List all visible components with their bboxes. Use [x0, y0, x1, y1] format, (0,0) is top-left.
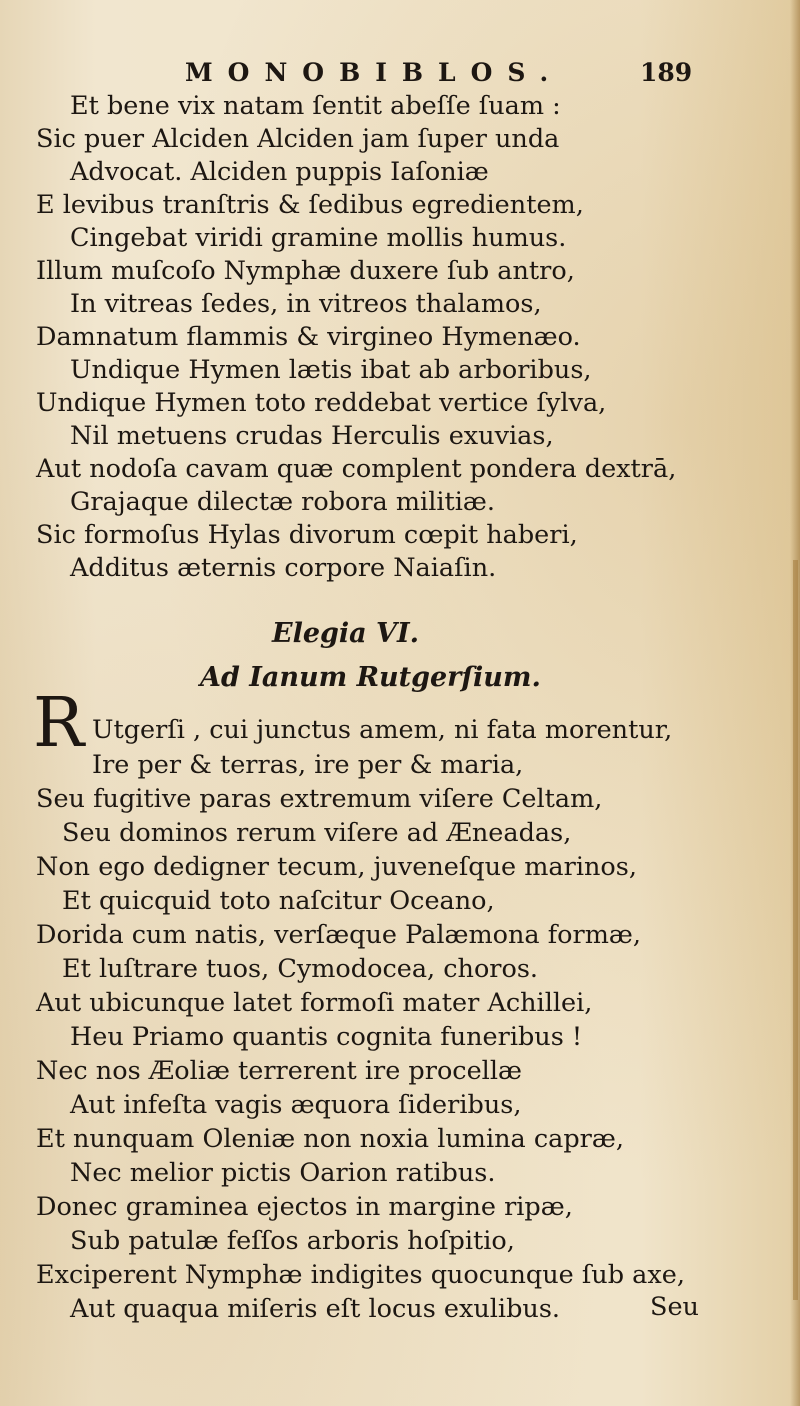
verse-line: Et quicquid toto naſcitur Oceano, — [62, 886, 495, 916]
verse-line: Undique Hymen lætis ibat ab arboribus, — [70, 355, 592, 385]
page-edge-stain — [793, 560, 798, 1300]
elegy-subtitle: Ad Ianum Rutgerſium. — [200, 662, 541, 693]
verse-line: Seu dominos rerum viſere ad Æneadas, — [62, 818, 572, 848]
verse-line: Nec nos Æoliæ terrerent ire procellæ — [36, 1056, 522, 1086]
verse-line: Aut infeſta vagis æquora ſideribus, — [70, 1090, 522, 1120]
drop-cap: R — [33, 684, 85, 763]
verse-line: Heu Priamo quantis cognita funeribus ! — [70, 1022, 583, 1052]
verse-line: E levibus tranſtris & ſedibus egredientem, — [36, 190, 584, 220]
verse-line: Et bene vix natam ſentit abeſſe ſuam : — [70, 91, 561, 121]
verse-line: Nec melior pictis Oarion ratibus. — [70, 1158, 496, 1188]
verse-line: Exciperent Nymphæ indigites quocunque ſub axe, — [36, 1260, 685, 1290]
verse-line: Nil metuens crudas Herculis exuvias, — [70, 421, 554, 451]
page-number: 189 — [640, 58, 693, 87]
verse-line: In vitreas ſedes, in vitreos thalamos, — [70, 289, 542, 319]
verse-line: Non ego dedigner tecum, juveneſque marinos, — [36, 852, 637, 882]
verse-line: Sic puer Alciden Alciden jam ſuper unda — [36, 124, 560, 154]
verse-line: Aut ubicunque latet formoſi mater Achillei, — [36, 988, 593, 1018]
verse-line: Et luſtrare tuos, Cymodocea, choros. — [62, 954, 539, 984]
verse-line: Et nunquam Oleniæ non noxia lumina capræ, — [36, 1124, 624, 1154]
verse-line: Damnatum flammis & virgineo Hymenæo. — [36, 322, 581, 352]
verse-line: Dorida cum natis, verſæque Palæmona formæ, — [36, 920, 641, 950]
verse-line: Cingebat viridi gramine mollis humus. — [70, 223, 567, 253]
running-head — [0, 58, 800, 88]
verse-line: Aut nodoſa cavam quæ complent pondera dextrā, — [36, 454, 677, 484]
verse-line: Sub patulæ feſſos arboris hoſpitio, — [70, 1226, 515, 1256]
verse-line: Sic formoſus Hylas divorum cœpit haberi, — [36, 520, 578, 550]
verse-line: Utgerſi , cui junctus amem, ni fata morentur, — [92, 715, 673, 745]
verse-line: Advocat. Alciden puppis Iaſoniæ — [70, 157, 489, 187]
verse-line: Additus æternis corpore Naiaſin. — [70, 553, 497, 583]
catchword: Seu — [650, 1292, 699, 1322]
verse-line: Grajaque dilectæ robora militiæ. — [70, 487, 495, 517]
verse-line: Donec graminea ejectos in margine ripæ, — [36, 1192, 573, 1222]
verse-line: Undique Hymen toto reddebat vertice ſylva, — [36, 388, 607, 418]
running-title: MONOBIBLOS. — [185, 58, 564, 87]
verse-line: Seu fugitive paras extremum viſere Celtam, — [36, 784, 603, 814]
verse-line: Ire per & terras, ire per & maria, — [92, 750, 524, 780]
verse-line: Illum muſcoſo Nymphæ duxere ſub antro, — [36, 256, 575, 286]
verse-line: Aut quaqua miſeris eſt locus exulibus. — [70, 1294, 561, 1324]
elegy-title: Elegia VI. — [272, 618, 420, 649]
